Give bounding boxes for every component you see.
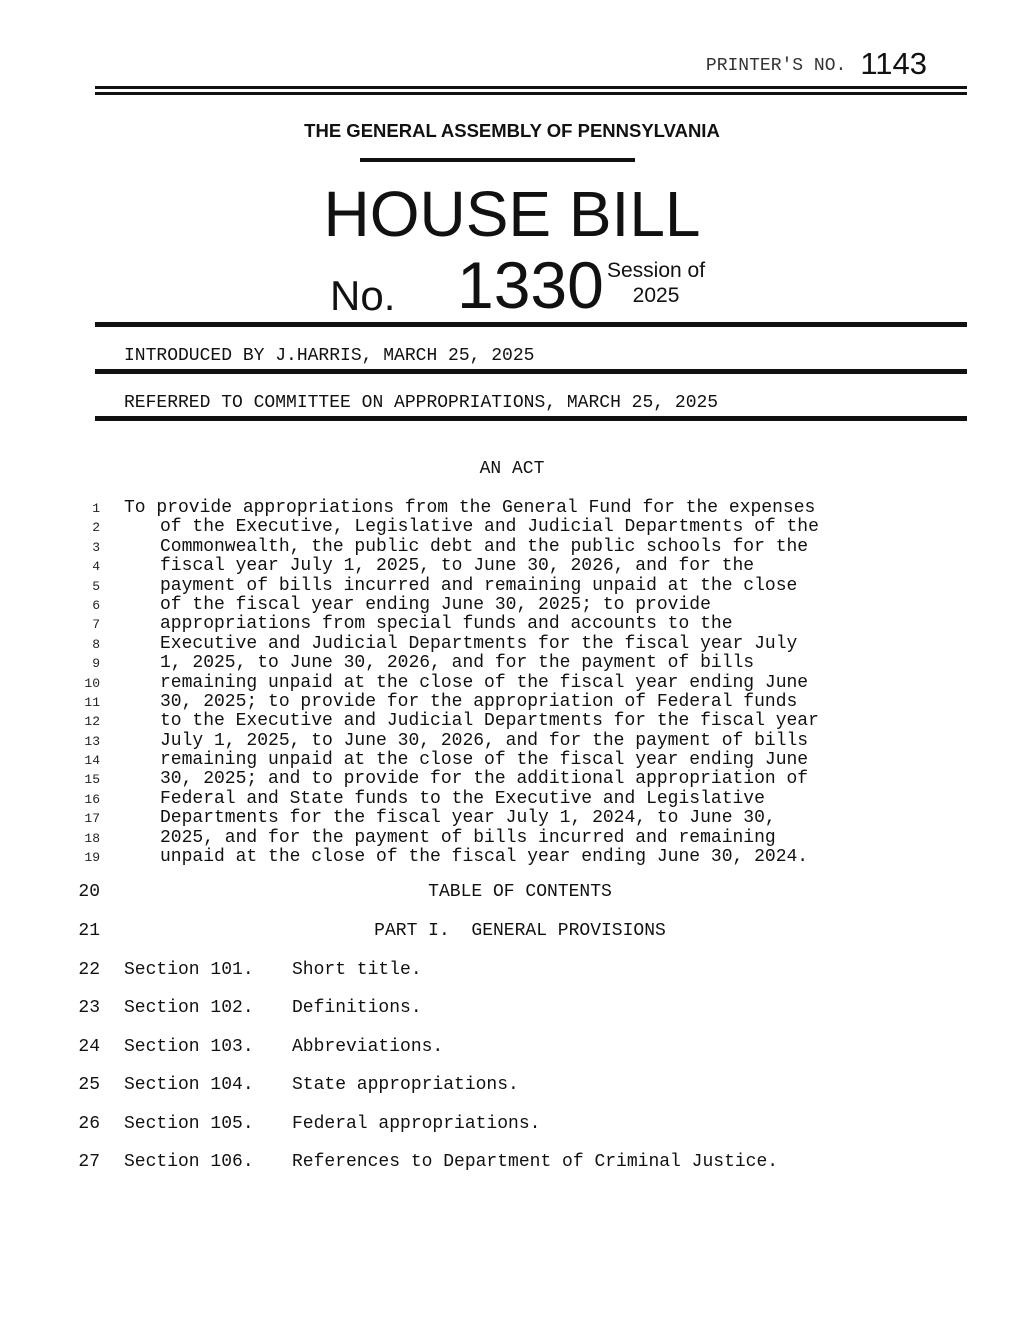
act-heading: AN ACT bbox=[479, 459, 545, 479]
toc-heading bbox=[75, 880, 965, 904]
referred-line: REFERRED TO COMMITTEE ON APPROPRIATIONS, MARCH 25, 2025 bbox=[124, 393, 719, 413]
introduced-line: INTRODUCED BY J.HARRIS, MARCH 25, 2025 bbox=[124, 346, 535, 366]
printers-no-value: 1143 bbox=[860, 46, 927, 81]
line-number: 8 bbox=[92, 636, 100, 652]
line-number: 21 bbox=[78, 921, 100, 941]
line-text: payment of bills incurred and remaining unpaid at the close bbox=[160, 575, 798, 596]
line-text: 1, 2025, to June 30, 2026, and for the payment of bills bbox=[160, 653, 755, 674]
line-text: unpaid at the close of the fiscal year ending June 30, 2024. bbox=[160, 847, 809, 868]
session-year: 2025 bbox=[632, 284, 680, 307]
bill-no-label: No. bbox=[330, 272, 396, 319]
line-number: 11 bbox=[84, 694, 100, 710]
toc-entry bbox=[75, 958, 965, 982]
line-text: remaining unpaid at the close of the fiscal year ending June bbox=[160, 672, 809, 693]
line-text: Federal and State funds to the Executive and Legislative bbox=[160, 788, 765, 809]
toc-section-title: Definitions. bbox=[292, 998, 422, 1018]
toc-section-title: Federal appropriations. bbox=[292, 1114, 541, 1134]
line-text: remaining unpaid at the close of the fiscal year ending June bbox=[160, 750, 809, 771]
line-text: Commonwealth, the public debt and the public schools for the bbox=[160, 536, 809, 557]
line-number: 14 bbox=[84, 753, 100, 769]
line-number: 26 bbox=[78, 1114, 100, 1134]
bill-type-title: HOUSE BILL bbox=[323, 178, 701, 250]
header-rule-top bbox=[95, 86, 967, 89]
line-number: 19 bbox=[84, 850, 100, 866]
toc-section-number: Section 101. bbox=[124, 960, 254, 980]
toc-part-text: PART I. GENERAL PROVISIONS bbox=[374, 921, 666, 941]
toc-heading-text: TABLE OF CONTENTS bbox=[428, 882, 612, 902]
line-number: 15 bbox=[84, 772, 100, 788]
toc-part-heading bbox=[75, 919, 965, 943]
line-text: 30, 2025; and to provide for the additional appropriation of bbox=[160, 769, 809, 790]
line-text: to the Executive and Judicial Departments for the fiscal year bbox=[160, 711, 819, 732]
line-number: 4 bbox=[92, 559, 100, 575]
toc-section-title: Short title. bbox=[292, 960, 422, 980]
line-text: of the Executive, Legislative and Judicial Departments of the bbox=[160, 517, 819, 538]
printers-number bbox=[706, 46, 927, 82]
line-text: To provide appropriations from the General Fund for the expenses bbox=[124, 498, 816, 518]
line-text: Departments for the fiscal year July 1, 2024, to June 30, bbox=[160, 808, 776, 829]
line-text: July 1, 2025, to June 30, 2026, and for the payment of bills bbox=[160, 730, 809, 751]
toc-entry bbox=[75, 1073, 965, 1097]
line-number: 22 bbox=[78, 960, 100, 980]
line-text: appropriations from special funds and accounts to the bbox=[160, 614, 733, 635]
toc-section-title: State appropriations. bbox=[292, 1075, 519, 1095]
line-number: 10 bbox=[84, 675, 100, 691]
line-number: 23 bbox=[78, 998, 100, 1018]
line-number: 24 bbox=[78, 1037, 100, 1057]
rule-below-referred bbox=[95, 416, 967, 421]
toc-entry bbox=[75, 1150, 965, 1174]
rule-above-introduced bbox=[95, 322, 967, 327]
rule-above-referred bbox=[95, 369, 967, 374]
session-label: Session of bbox=[607, 259, 706, 282]
line-number: 9 bbox=[92, 656, 100, 672]
line-number: 2 bbox=[92, 520, 100, 536]
line-number: 13 bbox=[84, 733, 100, 749]
header-rule-bottom bbox=[95, 92, 967, 95]
line-number: 16 bbox=[84, 791, 100, 807]
line-text: fiscal year July 1, 2025, to June 30, 2026, and for the bbox=[160, 556, 755, 577]
line-text: Executive and Judicial Departments for the fiscal year July bbox=[160, 633, 798, 654]
toc-section-number: Section 102. bbox=[124, 998, 254, 1018]
toc-entry bbox=[75, 1035, 965, 1059]
toc-entry bbox=[75, 1112, 965, 1136]
assembly-rule bbox=[360, 158, 635, 162]
bill-number: 1330 bbox=[457, 248, 604, 322]
line-text: of the fiscal year ending June 30, 2025; to provide bbox=[160, 594, 711, 615]
toc-section-title: References to Department of Criminal Justice. bbox=[292, 1152, 779, 1172]
line-number: 18 bbox=[84, 830, 100, 846]
toc-section-number: Section 103. bbox=[124, 1037, 254, 1057]
toc-section-number: Section 105. bbox=[124, 1114, 254, 1134]
line-number: 5 bbox=[92, 578, 100, 594]
line-number: 1 bbox=[92, 501, 100, 516]
line-number: 7 bbox=[92, 617, 100, 633]
line-number: 6 bbox=[92, 597, 100, 613]
toc-section-number: Section 106. bbox=[124, 1152, 254, 1172]
toc-section-number: Section 104. bbox=[124, 1075, 254, 1095]
line-text: 2025, and for the payment of bills incurred and remaining bbox=[160, 827, 776, 848]
line-number: 3 bbox=[92, 539, 100, 555]
assembly-name: THE GENERAL ASSEMBLY OF PENNSYLVANIA bbox=[304, 120, 720, 141]
line-number: 12 bbox=[84, 714, 100, 730]
printers-no-label: PRINTER'S NO. bbox=[705, 56, 847, 76]
line-number: 27 bbox=[78, 1152, 100, 1172]
line-text: 30, 2025; to provide for the appropriation of Federal funds bbox=[160, 691, 798, 712]
line-number: 20 bbox=[78, 882, 100, 902]
toc-entry bbox=[75, 996, 965, 1020]
toc-section-title: Abbreviations. bbox=[292, 1037, 444, 1057]
line-number: 25 bbox=[78, 1075, 100, 1095]
session-info bbox=[607, 258, 705, 308]
line-number: 17 bbox=[84, 811, 100, 827]
